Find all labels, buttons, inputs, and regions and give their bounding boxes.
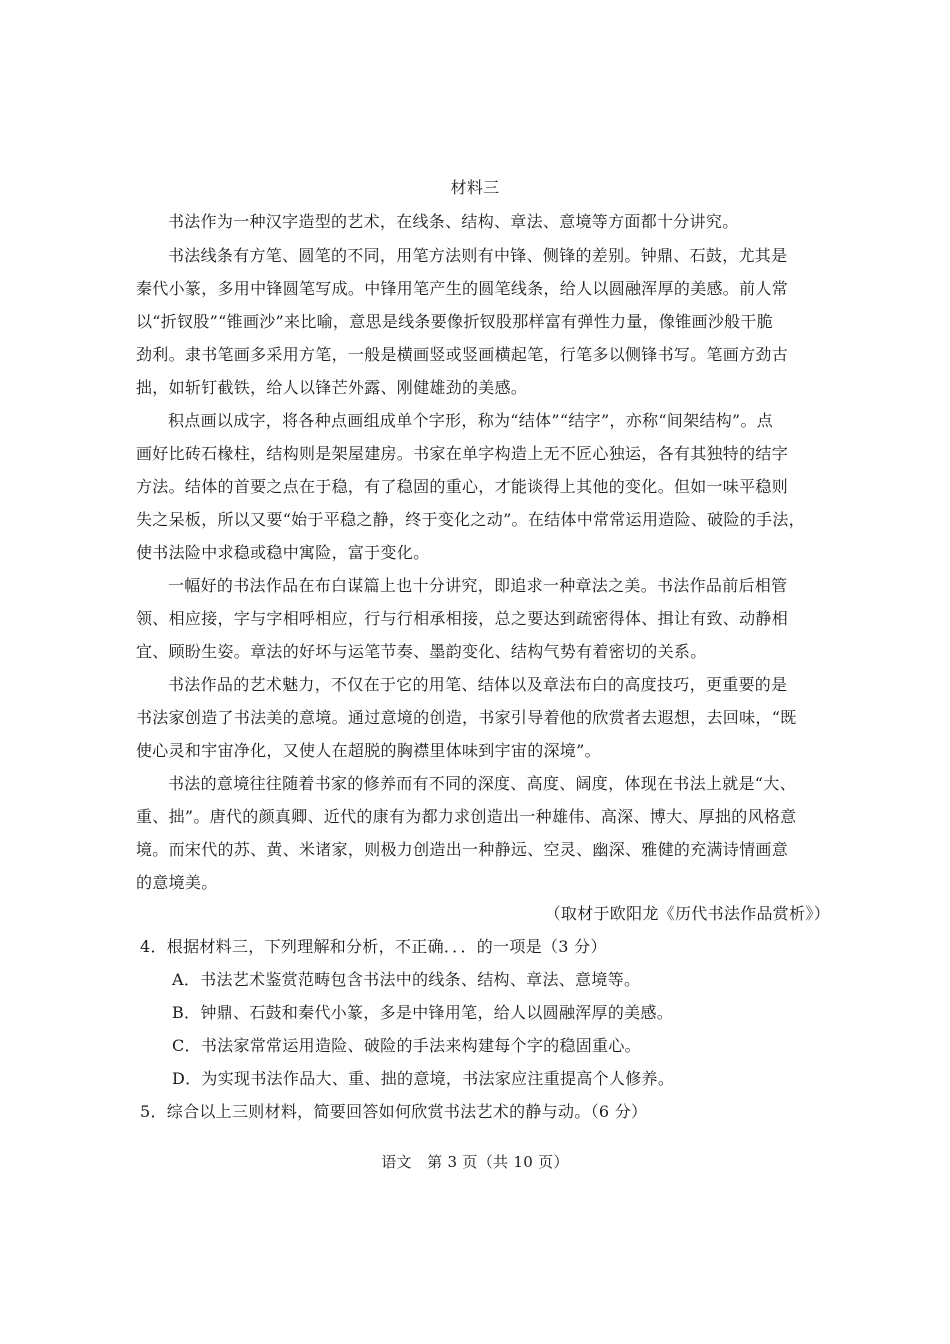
paragraph-line: 书法家创造了书法美的意境。通过意境的创造，书家引导着他的欣赏者去遐想，去回味，“既 [136,708,797,727]
paragraph-line: 书法作品的艺术魅力，不仅在于它的用笔、结体以及章法布白的高度技巧，更重要的是 [168,675,788,694]
question-4-stem: 4．根据材料三，下列理解和分析，不正确．．．的一项是（3 分） [140,937,607,956]
paragraph-line: 方法。结体的首要之点在于稳，有了稳固的重心，才能谈得上其他的变化。但如一味平稳则 [136,477,789,496]
paragraph-line: 书法的意境往往随着书家的修养而有不同的深度、高度、阔度，体现在书法上就是“大、 [168,774,796,793]
paragraph-line: 书法线条有方笔、圆笔的不同，用笔方法则有中锋、侧锋的差别。钟鼎、石鼓，尤其是 [168,246,788,265]
question-4-option-b: B．钟鼎、石鼓和秦代小篆，多是中锋用笔，给人以圆融浑厚的美感。 [172,1003,674,1022]
paragraph-line: 领、相应接，字与字相呼相应，行与行相承相接，总之要达到疏密得体、揖让有致、动静相 [136,609,789,628]
paragraph-line: 的意境美。 [136,873,218,892]
question-4-option-c: C．书法家常常运用造险、破险的手法来构建每个字的稳固重心。 [172,1036,641,1055]
question-5-stem: 5．综合以上三则材料，简要回答如何欣赏书法艺术的静与动。（6 分） [140,1102,648,1121]
paragraph-line: 书法作为一种汉字造型的艺术，在线条、结构、章法、意境等方面都十分讲究。 [168,212,739,231]
paragraph-line: 一幅好的书法作品在布白谋篇上也十分讲究，即追求一种章法之美。书法作品前后相管 [168,576,788,595]
question-4-option-a: A．书法艺术鉴赏范畴包含书法中的线条、结构、章法、意境等。 [172,970,641,989]
paragraph-line: 劲利。隶书笔画多采用方笔，一般是横画竖或竖画横起笔，行笔多以侧锋书写。笔画方劲古 [136,345,789,364]
question-4-option-d: D．为实现书法作品大、重、拙的意境，书法家应注重提高个人修养。 [172,1069,675,1088]
paragraph-line: 积点画以成字，将各种点画组成单个字形，称为“结体”“结字”，亦称“间架结构”。点 [168,411,774,430]
material-title: 材料三 [450,178,500,197]
paragraph-line: 以“折钗股”“锥画沙”来比喻，意思是线条要像折钗股那样富有弹性力量，像锥画沙般干脆 [136,312,774,331]
page-footer: 语文 第 3 页（共 10 页） [381,1153,569,1171]
paragraph-line: 使书法险中求稳或稳中寓险，富于变化。 [136,543,430,562]
paragraph-line: 境。而宋代的苏、黄、米诸家，则极力创造出一种静远、空灵、幽深、雅健的充满诗情画意 [136,840,789,859]
paragraph-line: 宜、顾盼生姿。章法的好坏与运笔节奏、墨韵变化、结构气势有着密切的关系。 [136,642,707,661]
paragraph-line: 重、拙”。唐代的颜真卿、近代的康有为都力求创造出一种雄伟、高深、博大、厚拙的风格意 [136,807,797,826]
material-source: （取材于欧阳龙《历代书法作品赏析》） [544,904,830,923]
paragraph-line: 失之呆板，所以又要“始于平稳之静，终于变化之动”。在结体中常常运用造险、破险的手法， [136,510,805,529]
paragraph-line: 秦代小篆，多用中锋圆笔写成。中锋用笔产生的圆笔线条，给人以圆融浑厚的美感。前人常 [136,279,789,298]
paragraph-line: 拙，如斩钉截铁，给人以锋芒外露、刚健雄劲的美感。 [136,378,528,397]
paragraph-line: 画好比砖石椽柱，结构则是架屋建房。书家在单字构造上无不匠心独运，各有其独特的结字 [136,444,789,463]
paragraph-line: 使心灵和宇宙净化，又使人在超脱的胸襟里体味到宇宙的深境”。 [136,741,601,760]
